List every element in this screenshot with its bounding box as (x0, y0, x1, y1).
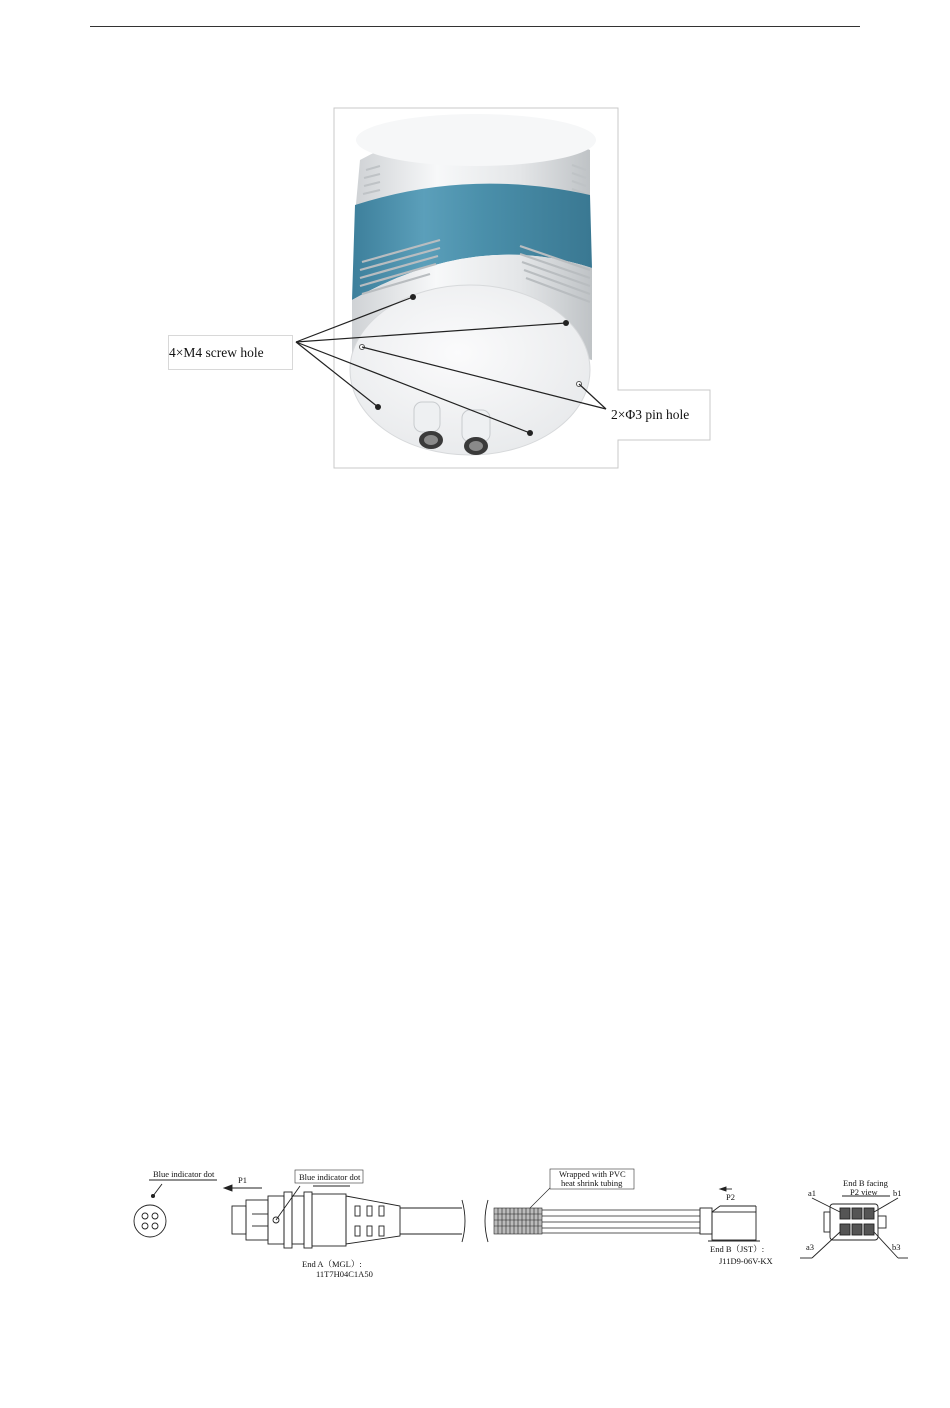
p2-arrow (720, 1187, 732, 1191)
blue-dot-label-1: Blue indicator dot (153, 1169, 215, 1179)
connector-right (462, 410, 490, 455)
cable-a (400, 1200, 488, 1242)
screw-hole-callout (168, 335, 293, 370)
end-a-face-view (134, 1180, 217, 1237)
blue-dot-label-2: Blue indicator dot (299, 1172, 361, 1182)
end-a-label-2: 11T7H04C1A50 (316, 1269, 373, 1279)
pin-a1-label: a1 (808, 1188, 817, 1198)
p2-label: P2 (726, 1192, 735, 1202)
sensor-figure (0, 0, 950, 480)
facing-label-1: End B facing (843, 1178, 888, 1188)
pin-hole-label: 2×Φ3 pin hole (611, 407, 690, 422)
pvc-label-1: Wrapped with PVC (559, 1169, 626, 1179)
wires (542, 1210, 700, 1233)
pvc-label-2: heat shrink tubing (561, 1178, 623, 1188)
p1-label: P1 (238, 1175, 247, 1185)
cable-drawing (0, 1150, 950, 1300)
pin-b3-label: b3 (892, 1242, 901, 1252)
end-b-connector (700, 1206, 760, 1241)
end-a-label-1: End A（MGL）: (302, 1259, 362, 1269)
pin-b1-label: b1 (893, 1188, 902, 1198)
facing-label-2: P2 view (850, 1187, 878, 1197)
end-b-label-1: End B（JST）: (710, 1244, 765, 1254)
end-a-connector (232, 1186, 400, 1248)
p1-arrow (224, 1185, 262, 1191)
screw-hole-label: 4×M4 screw hole (169, 345, 264, 360)
pin-hole-callout (611, 398, 707, 432)
pin-a3-label: a3 (806, 1242, 815, 1252)
end-b-label-2: J11D9-06V-KX (719, 1256, 773, 1266)
